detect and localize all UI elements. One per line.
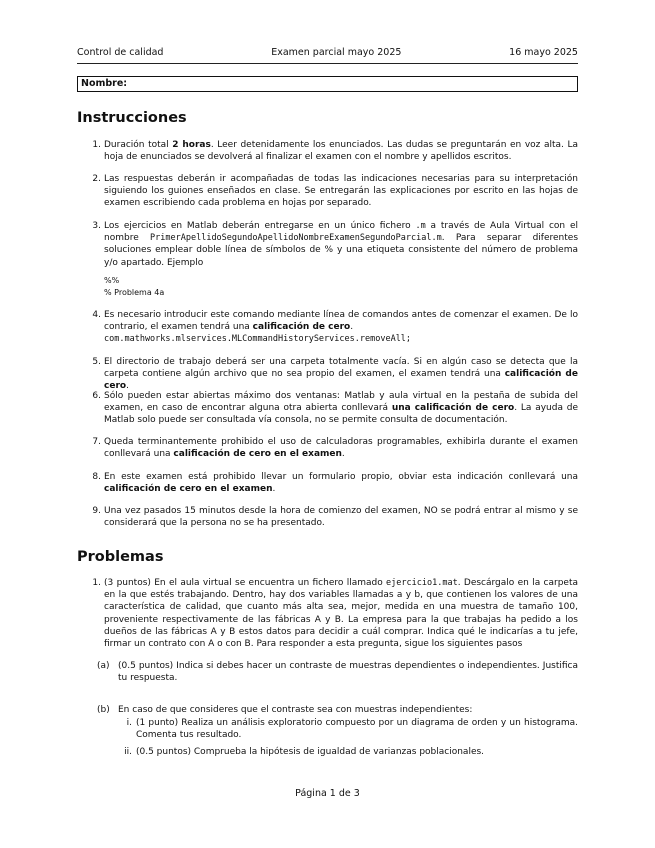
problem-1b-ii-text: (0.5 puntos) Comprueba la hipótesis de igualdad de varianzas poblacionales. — [136, 747, 485, 757]
instruction-item-4: 4. Es necesario introducir este comando mediante línea de comandos antes de comenzar el examen. De lo contrario, el examen tendrá una calificación de cero. com.mathworks.mlservices.MLCommandHistoryServices.removeAll; — [92, 310, 578, 345]
matlab-command: com.mathworks.mlservices.MLCommandHistoryServices.removeAll; — [104, 334, 412, 345]
problem-1a-label: (a) — [97, 661, 110, 671]
example-line-2: % Problema 4a — [104, 288, 165, 298]
problem-1b-label: (b) — [97, 705, 110, 715]
header-exam-title: Examen parcial mayo 2025 — [271, 47, 402, 58]
instruction-item-6: 6. Sólo pueden estar abiertas máximo dos ventanas: Matlab y aula virtual en la pestaña de subida del examen, en caso de encontrar alguna otra abierta conllevará una calificación de cero. La ayuda de Matlab solo puede ser consultada vía consola, no se permite consulta de documentación. — [92, 391, 579, 426]
name-field-box — [77, 76, 578, 92]
header-date: 16 mayo 2025 — [509, 47, 578, 58]
instruction-item-3: 3. Los ejercicios en Matlab deberán entregarse en un único fichero .m a través de Aula Virtual con el nombre PrimerApellidoSegundoApellidoNombreExamenSegundoParcial.m. Para separar diferentes soluciones emplear doble línea de símbolos de % y una etiqueta consistente del número de problema y/o apartado. Ejemplo %% % Problema 4a — [77, 220, 578, 299]
name-label: Nombre: — [81, 78, 128, 89]
problem-1b-i-text: (1 punto) Realiza un análisis exploratorio compuesto por un diagrama de orden y un histograma. Comenta tus resultado. — [136, 718, 578, 741]
problem-1b-ii-label: ii. — [124, 747, 132, 757]
page-header — [77, 47, 578, 58]
code-datafile: ejercicio1.mat — [386, 578, 458, 588]
instructions-heading: Instrucciones — [77, 110, 187, 126]
page-number: Página 1 de 3 — [295, 788, 360, 799]
instruction-item-8: 8. En este examen está prohibido llevar un formulario propio, obviar esta indicación conllevará una calificación de cero en el examen. — [92, 472, 578, 495]
code-extension: .m — [415, 221, 426, 231]
header-divider — [77, 63, 578, 64]
instruction-item-2: 2. Las respuestas deberán ir acompañadas de todas las indicaciones necesarias para su interpretación siguiendo los guiones enseñados en clase. Se entregarán las explicaciones por escrito en las hojas de examen escribiendo cada problema en hojas por separado. — [92, 174, 578, 209]
instruction-item-7: 7. Queda terminantemente prohibido el uso de calculadoras programables, exhibirla durante el examen conllevará una calificación de cero en el examen. — [92, 437, 578, 460]
instruction-item-1: 1. Duración total 2 horas. Leer detenidamente los enunciados. Las dudas se preguntarán en voz alta. La hoja de enunciados se devolverá al finalizar el examen con el nombre y apellidos escritos. — [92, 140, 579, 163]
problem-1b-text: En caso de que consideres que el contraste sea con muestras independientes: — [118, 705, 473, 715]
example-line-1: %% — [104, 275, 120, 285]
problem-1b-i-label: i. — [126, 718, 132, 728]
problems-heading: Problemas — [77, 549, 164, 565]
code-filename: PrimerApellidoSegundoApellidoNombreExamenSegundoParcial.m — [150, 233, 442, 244]
problem-1: 1. (3 puntos) En el aula virtual se encuentra un fichero llamado ejercicio1.mat. Descárgalo en la carpeta en la que estés trabajando. Dentro, hay dos variables llamadas a y b, que contienen los valores de una característica de calidad, que cuanto más alta sea, mejor, medida en una muestra de tamaño 100, proveniente respectivamente de las fábricas A y B. La empresa para la que trabajas ha pedido a los dueños de las fábricas A y B estos datos para decidir a cuál comprar. Indica qué le indicarías a tu jefe, firmar un contrato con A o con B. Para responder a esta pregunta, sigue los siguientes pasos — [92, 578, 578, 650]
problem-1a-text: (0.5 puntos) Indica si debes hacer un contraste de muestras dependientes o independientes. Justifica tu respuesta. — [118, 661, 578, 684]
instruction-item-5: 5. El directorio de trabajo deberá ser una carpeta totalmente vacía. Si en algún caso se detecta que la carpeta contiene algún archivo que no sea propio del examen, el examen tendrá una calificación de cero. — [92, 357, 578, 392]
instruction-item-9: 9. Una vez pasados 15 minutos desde la hora de comienzo del examen, NO se podrá entrar al mismo y se considerará que la persona no se ha presentado. — [92, 506, 578, 529]
header-course: Control de calidad — [77, 47, 164, 58]
